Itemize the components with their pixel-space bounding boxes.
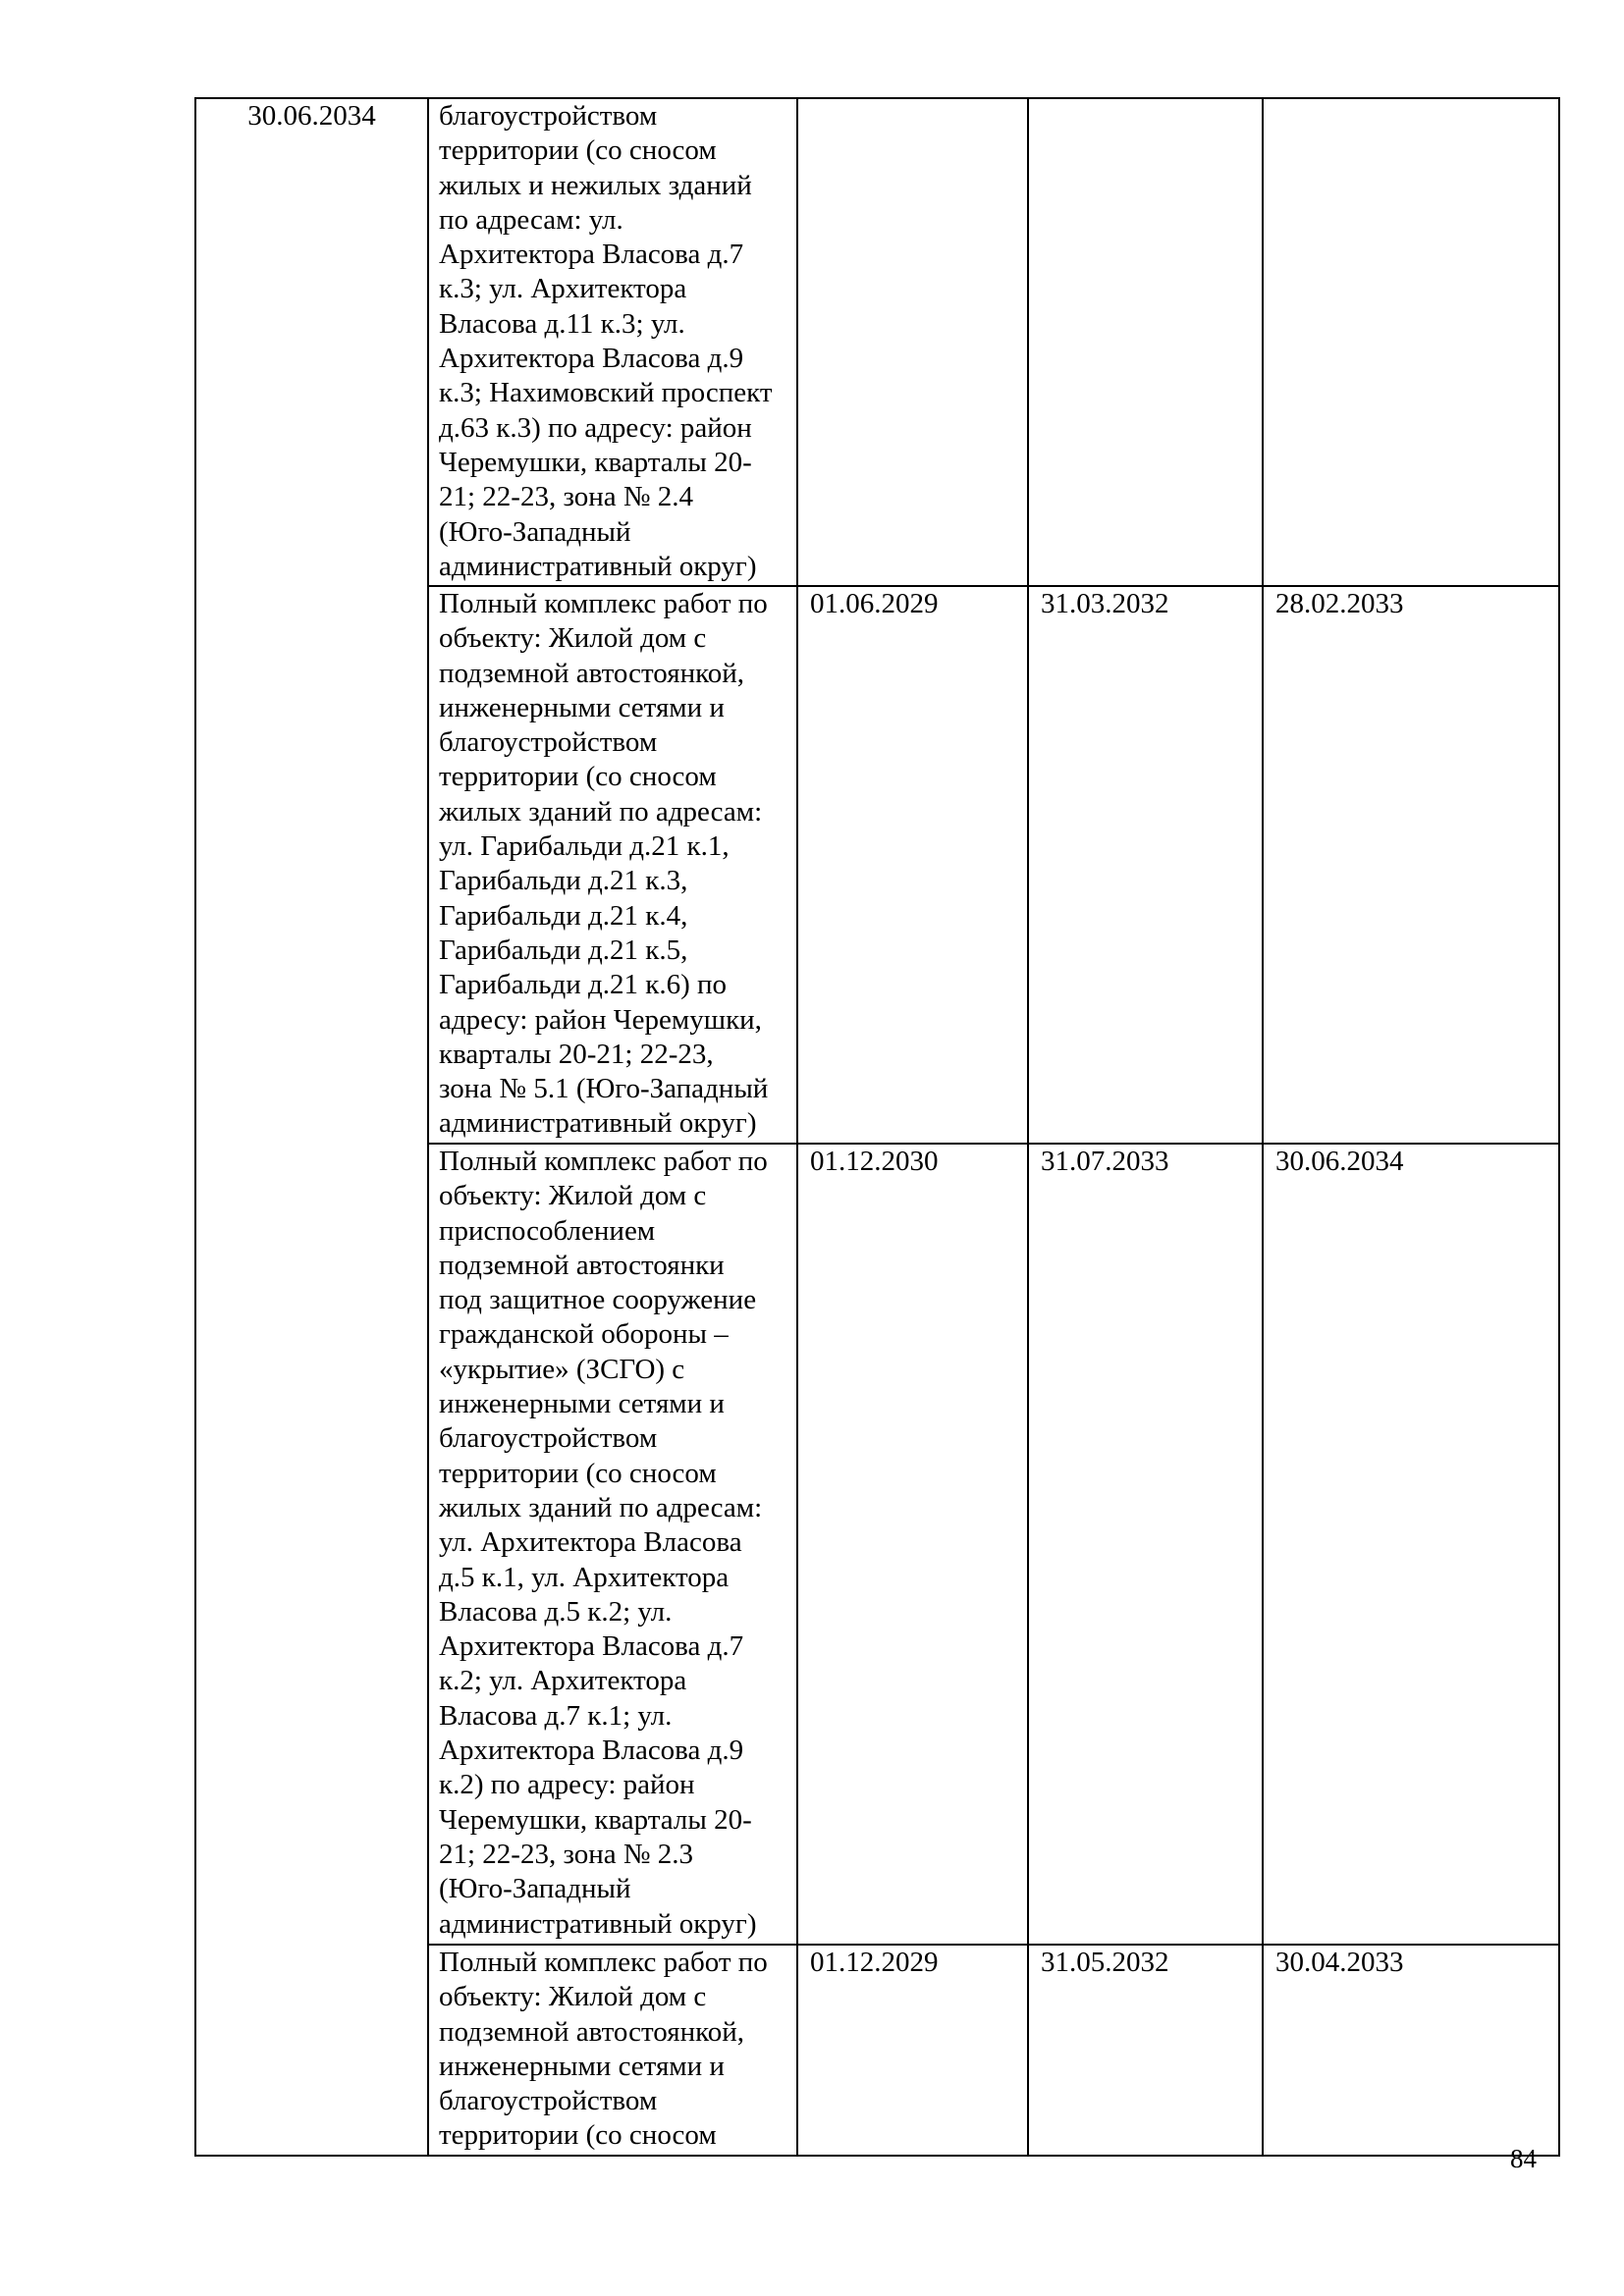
end-date-cell [1263,1144,1559,1945]
start-date-cell [797,586,1028,1144]
mid-date-cell [1028,586,1263,1144]
start-date-cell [797,98,1028,586]
end-date-cell [1263,586,1559,1144]
date-cell [195,98,428,2156]
description-text: Полный комплекс работ по объекту: Жилой дом с приспособлением подземной автостоянки под защитное сооружение гражданской обороны – «укрытие» (ЗСГО) с инженерными сетями и благоустройством территории (со сносом жилых зданий по адресам: ул. Архитектора Власова д.5 к.1, ул. Архитектора Власова д.5 к.2; ул. Архитектора Власова д.7 к.2; ул. Архитектора Власова д.7 к.1; ул. Архитектора Власова д.9 к.2) по адресу: район Черемушки, кварталы 20- 21; 22-23, зона № 2.3 (Юго-Западный административный округ) [439,1146,768,1940]
end-date-cell [1263,98,1559,586]
end-date-text: 30.06.2034 [1275,1146,1404,1177]
schedule-table [194,97,1560,2157]
end-date-text: 30.04.2033 [1275,1947,1404,1978]
start-date-text: 01.12.2030 [810,1146,939,1177]
mid-date-text: 31.03.2032 [1041,588,1169,619]
description-text: Полный комплекс работ по объекту: Жилой дом с подземной автостоянкой, инженерными сетями и благоустройством территории (со сносом [439,1947,768,2152]
mid-date-text: 31.07.2033 [1041,1146,1169,1177]
description-cell [428,98,797,586]
description-cell [428,1144,797,1945]
table-row [195,98,1559,586]
start-date-text: 01.12.2029 [810,1947,939,1978]
page-number: 84 [1510,2144,1537,2173]
mid-date-cell [1028,1144,1263,1945]
start-date-text: 01.06.2029 [810,588,939,619]
description-cell [428,1945,797,2156]
start-date-cell [797,1945,1028,2156]
description-text: Полный комплекс работ по объекту: Жилой дом с подземной автостоянкой, инженерными сетями и благоустройством территории (со сносом жилых зданий по адресам: ул. Гарибальди д.21 к.1, Гарибальди д.21 к.3, Гарибальди д.21 к.4, Гарибальди д.21 к.5, Гарибальди д.21 к.6) по адресу: район Черемушки, кварталы 20-21; 22-23, зона № 5.1 (Юго-Западный административный округ) [439,588,769,1140]
mid-date-cell [1028,1945,1263,2156]
date-text: 30.06.2034 [247,100,376,132]
end-date-cell [1263,1945,1559,2156]
mid-date-cell [1028,98,1263,586]
description-cell [428,586,797,1144]
description-text: благоустройством территории (со сносом жилых и нежилых зданий по адресам: ул. Архитектора Власова д.7 к.3; ул. Архитектора Власова д.11 к.3; ул. Архитектора Власова д.9 к.3; Нахимовский проспект д.63 к.3) по адресу: район Черемушки, кварталы 20- 21; 22-23, зона № 2.4 (Юго-Западный административный округ) [439,100,773,582]
mid-date-text: 31.05.2032 [1041,1947,1169,1978]
end-date-text: 28.02.2033 [1275,588,1404,619]
start-date-cell [797,1144,1028,1945]
